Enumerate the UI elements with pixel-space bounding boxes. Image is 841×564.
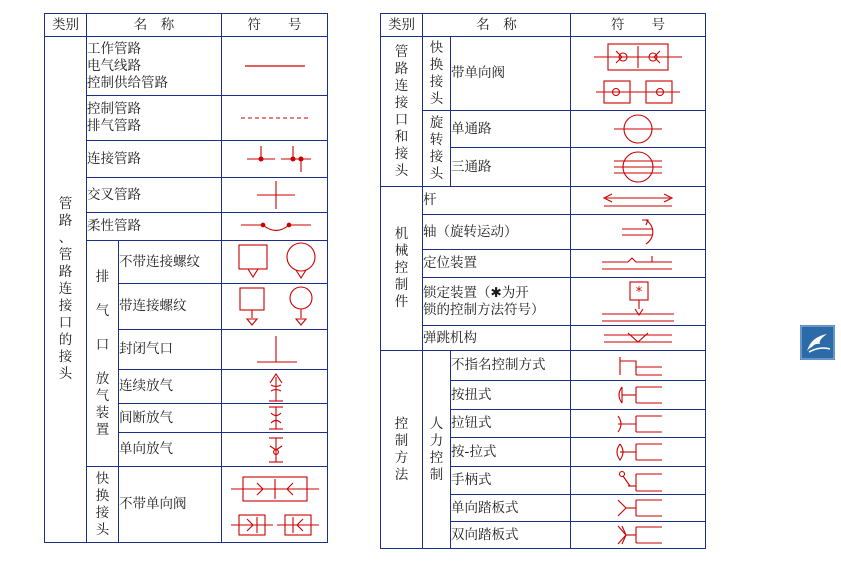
row-name: 三通路	[451, 148, 571, 187]
row-name: 柔性管路	[87, 213, 222, 241]
row-name: 单向踏板式	[451, 495, 571, 522]
flexible-pipe-symbol	[222, 213, 328, 241]
category-label: 管 路 、 管 路 连 接 口 的 接 头	[45, 37, 87, 543]
row-name: 杆	[423, 187, 571, 215]
row-name: 轴（旋转运动）	[423, 215, 571, 250]
category-label-mech: 机 械 控 制 件	[381, 187, 423, 351]
row-name: 封闭气口	[119, 330, 222, 370]
single-pedal-symbol	[571, 495, 706, 522]
dashed-line-symbol	[222, 96, 328, 141]
quick-coupling-check-symbol	[571, 37, 706, 111]
row-name: 按扭式	[451, 381, 571, 410]
one-way-bleed-symbol	[222, 433, 328, 467]
over-center-symbol	[571, 326, 706, 351]
header-category: 类别	[45, 14, 87, 37]
table-row	[45, 141, 328, 178]
header-row	[381, 14, 706, 37]
table-row	[45, 467, 328, 543]
row-name: 连续放气	[119, 370, 222, 404]
crossing-pipes-symbol	[222, 178, 328, 213]
row-name: 间断放气	[119, 404, 222, 433]
sub-label-rotary: 旋 转 接 头	[423, 111, 451, 187]
table-row	[381, 111, 706, 148]
push-pull-symbol	[571, 438, 706, 467]
quick-coupling-no-check-symbol	[222, 467, 328, 543]
category-label-ctrl: 控 制 方 法	[381, 351, 423, 549]
table-row	[381, 250, 706, 278]
table-row	[381, 278, 706, 326]
detent-symbol	[571, 250, 706, 278]
table-row	[45, 241, 328, 284]
row-name: 弹跳机构	[423, 326, 571, 351]
row-name: 锁定装置（✱为开 锁的控制方法符号）	[423, 278, 571, 326]
exhaust-group-label: 排 气 口 放 气 装 置	[87, 241, 119, 467]
header-symbol: 符 号	[222, 14, 328, 37]
row-name: 控制管路 排气管路	[87, 96, 222, 141]
pull-button-symbol	[571, 410, 706, 438]
solid-line-symbol	[222, 37, 328, 96]
symbol-table-controls	[380, 13, 706, 549]
table-row	[381, 187, 706, 215]
general-manual-symbol	[571, 351, 706, 381]
row-name: 工作管路 电气线路 控制供给管路	[87, 37, 222, 96]
port-unthreaded-symbol	[222, 241, 328, 284]
double-pedal-symbol	[571, 522, 706, 549]
table-row	[45, 96, 328, 141]
port-threaded-symbol	[222, 284, 328, 330]
row-name: 双向踏板式	[451, 522, 571, 549]
header-row	[45, 14, 328, 37]
row-name: 单通路	[451, 111, 571, 148]
table-row	[45, 178, 328, 213]
header-name: 名 称	[87, 14, 222, 37]
header-symbol: 符 号	[571, 14, 706, 37]
category-label-pipe: 管 路 连 接 口 和 接 头	[381, 37, 423, 187]
rotary-single-symbol	[571, 111, 706, 148]
table-row	[381, 326, 706, 351]
header-category: 类别	[381, 14, 423, 37]
closed-port-symbol	[222, 330, 328, 370]
table-row	[45, 213, 328, 241]
row-name: 不带单向阀	[119, 467, 222, 543]
row-name: 带连接螺纹	[119, 284, 222, 330]
locking-device-symbol	[571, 278, 706, 326]
table-row	[381, 37, 706, 111]
symbol-table-pipes	[44, 13, 328, 543]
row-name: 手柄式	[451, 467, 571, 495]
rotary-triple-symbol	[571, 148, 706, 187]
lever-symbol	[571, 467, 706, 495]
row-name: 带单向阀	[451, 37, 571, 111]
push-button-symbol	[571, 381, 706, 410]
sub-label-quick: 快 换 接 头	[423, 37, 451, 111]
table-row	[45, 37, 328, 96]
row-name: 交叉管路	[87, 178, 222, 213]
continuous-bleed-symbol	[222, 370, 328, 404]
rod-symbol	[571, 187, 706, 215]
quick-joint-group-label: 快 换 接 头	[87, 467, 119, 543]
row-name: 单向放气	[119, 433, 222, 467]
row-name: 连接管路	[87, 141, 222, 178]
row-name: 不指名控制方式	[451, 351, 571, 381]
sub-label-manual: 人 力 控 制	[423, 351, 451, 549]
table-row	[381, 215, 706, 250]
logo-icon	[800, 325, 835, 360]
rotary-shaft-symbol	[571, 215, 706, 250]
connected-pipes-symbol	[222, 141, 328, 178]
svg-text:*: *	[635, 284, 643, 300]
intermittent-bleed-symbol	[222, 404, 328, 433]
header-name: 名 称	[423, 14, 571, 37]
row-name: 按-拉式	[451, 438, 571, 467]
table-row	[381, 351, 706, 381]
row-name: 拉钮式	[451, 410, 571, 438]
row-name: 定位装置	[423, 250, 571, 278]
row-name: 不带连接螺纹	[119, 241, 222, 284]
